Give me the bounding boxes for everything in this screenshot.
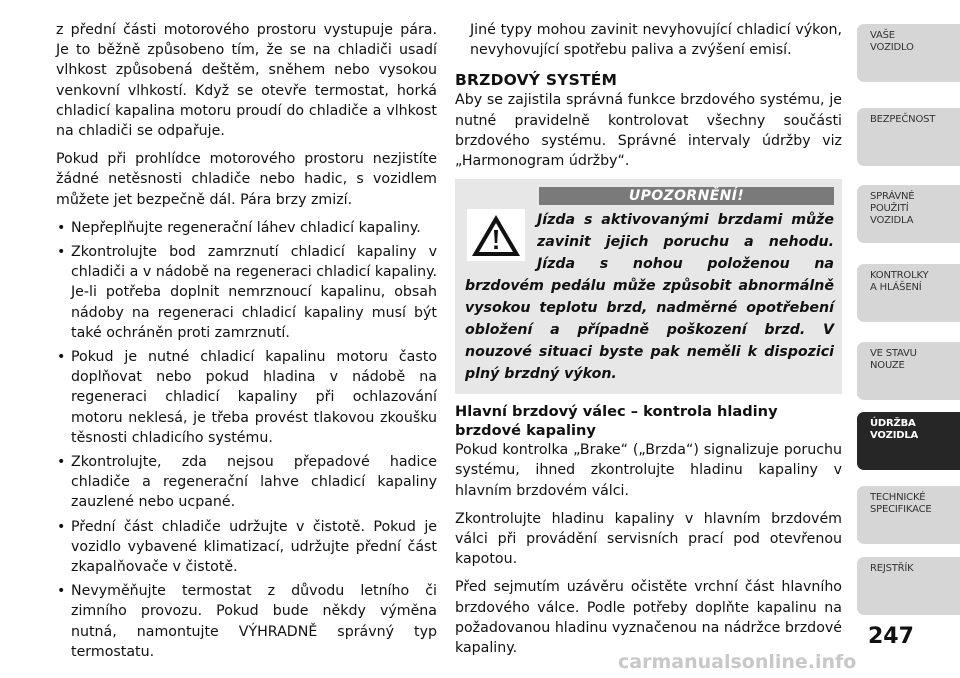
list-item: • Pokud je nutné chladicí kapalinu motoru často doplňovat nebo pokud hladina v nádobě na regeneraci chladicí kapaliny při ochlazování motoru neklesá, je třeba provést tlakovou zkoušku těsnosti chladicího systému.: [56, 347, 437, 448]
tab-label-line: VE STAVU: [870, 348, 917, 359]
list-item: • Zkontrolujte, zda nejsou přepadové hadice chladiče a regenerační lahve chladicí kapaliny zauzlené nebo ucpané.: [56, 452, 437, 513]
tab-label-line: BEZPEČNOST: [870, 114, 936, 125]
tab-label-line: REJSTŘÍK: [870, 563, 914, 574]
tab-label-line: VOZIDLO: [870, 42, 914, 53]
list-item: • Přední část chladiče udržujte v čistotě. Pokud je vozidlo vybavené klimatizací, udržujte přední část zkapalňovače v čistotě.: [56, 517, 437, 578]
tab-label-line: SPRÁVNÉ: [870, 191, 915, 202]
sidebar-tab-vase-vozidlo[interactable]: [857, 24, 960, 82]
body-paragraph: Zkontrolujte hladinu kapaliny v hlavním brzdovém válci při provádění servisních prací pod otevřenou kapotou.: [455, 510, 842, 568]
tab-label-line: SPECIFIKACE: [870, 504, 932, 515]
tab-label-line: NOUZE: [870, 360, 905, 371]
tab-label-line: POUŽITÍ: [870, 203, 909, 214]
sub-heading: Hlavní brzdový válec – kontrola hladiny brzdové kapaliny: [455, 403, 778, 440]
sidebar-tab-bezpecnost[interactable]: [857, 108, 960, 166]
left-column: [56, 20, 437, 670]
section-intro-paragraph: Aby se zajistila správná funkce brzdového systému, je nutné pravidelně kontrolovat všechny součásti brzdového systému. Správné intervaly údržby viz „Harmonogram údržby“.: [455, 92, 842, 170]
sidebar-tab-udrzba-vozidla[interactable]: [857, 412, 960, 470]
intro-paragraph: z přední části motorového prostoru vystupuje pára. Je to běžně způsobeno tím, že se na chladiči usadí vlhkost způsobená deštěm, sněhem nebo vysokou venkovní vlhkostí. Když se otevře termostat, horká chladicí kapalina motoru proudí do chladiče a vlhkost na chladiči se odpařuje.: [56, 22, 437, 140]
tab-label-line: A HLÁŠENÍ: [870, 282, 922, 293]
list-item: • Nepřeplňujte regenerační láhev chladicí kapaliny.: [56, 218, 437, 238]
list-item: • Nevyměňujte termostat z důvodu letního či zimního provozu. Pokud bude někdy výměna nutná, namontujte VÝHRADNĚ správný typ termostatu.: [56, 581, 437, 662]
tab-label-line: KONTROLKY: [870, 270, 929, 281]
tab-label-line: VAŠE: [870, 30, 895, 41]
tab-label-line: VOZIDLA: [870, 430, 919, 441]
body-paragraph: Před sejmutím uzávěru očistěte vrchní část hlavního brzdového válce. Podle potřeby doplňte kapalinu na požadovanou hladinu vyznačenou na nádržce brzdové kapaliny.: [455, 579, 842, 657]
warning-title: UPOZORNĚNÍ!: [539, 187, 834, 205]
sidebar-tab-ve-stavu-nouze[interactable]: [857, 342, 960, 400]
leak-check-paragraph: Pokud při prohlídce motorového prostoru nezjistíte žádné netěsnosti chladiče nebo hadic, s vozidlem můžete jet bezpečně dál. Pára brzy zmizí.: [56, 151, 437, 208]
sidebar-tab-kontrolky-a-hlaseni[interactable]: [857, 264, 960, 322]
tab-label-line: VOZIDLA: [870, 215, 914, 226]
chapter-sidebar: [857, 24, 960, 624]
right-column: [455, 20, 842, 666]
tab-label-line: ÚDRŽBA: [870, 418, 916, 429]
list-item: • Zkontrolujte bod zamrznutí chladicí kapaliny v chladiči a v nádobě na regeneraci chladicí kapaliny. Je-li potřeba doplnit nemrznoucí kapalinu, obsah nádoby na regeneraci chladicí kapaliny musí být také ochráněn proti zamrznutí.: [56, 242, 437, 343]
section-heading: BRZDOVÝ SYSTÉM: [455, 71, 618, 90]
sidebar-tab-spravne-pouziti-vozidla[interactable]: [857, 185, 960, 243]
sidebar-tab-technicke-specifikace[interactable]: [857, 486, 960, 544]
watermark-text: carmanualsonline.info: [618, 651, 857, 673]
tab-label-line: TECHNICKÉ: [870, 492, 926, 503]
warning-text: Jízda s aktivovanými brzdami může zavinit jejich poruchu a nehodu. Jízda s nohou položenou na brzdovém pedálu může způsobit abnormálně vysokou teplotu brzd, nadměrné opotřebení obložení a případně poškození brzd. V nouzové situaci byste pak neměli k dispozici plný brzdný výkon.: [465, 212, 834, 383]
coolant-bullet-list: [56, 218, 437, 662]
page-number: 247: [868, 624, 914, 649]
warning-triangle-icon: [467, 209, 525, 261]
warning-box: [455, 179, 842, 394]
body-paragraph: Pokud kontrolka „Brake“ („Brzda“) signalizuje poruchu systému, ihned zkontrolujte hladinu kapaliny v hlavním brzdovém válci.: [455, 442, 842, 499]
continuation-paragraph: Jiné typy mohou zavinit nevyhovující chladicí výkon, nevyhovující spotřebu paliva a zvýšení emisí.: [470, 22, 842, 59]
sidebar-tab-rejstrik[interactable]: [857, 557, 960, 615]
